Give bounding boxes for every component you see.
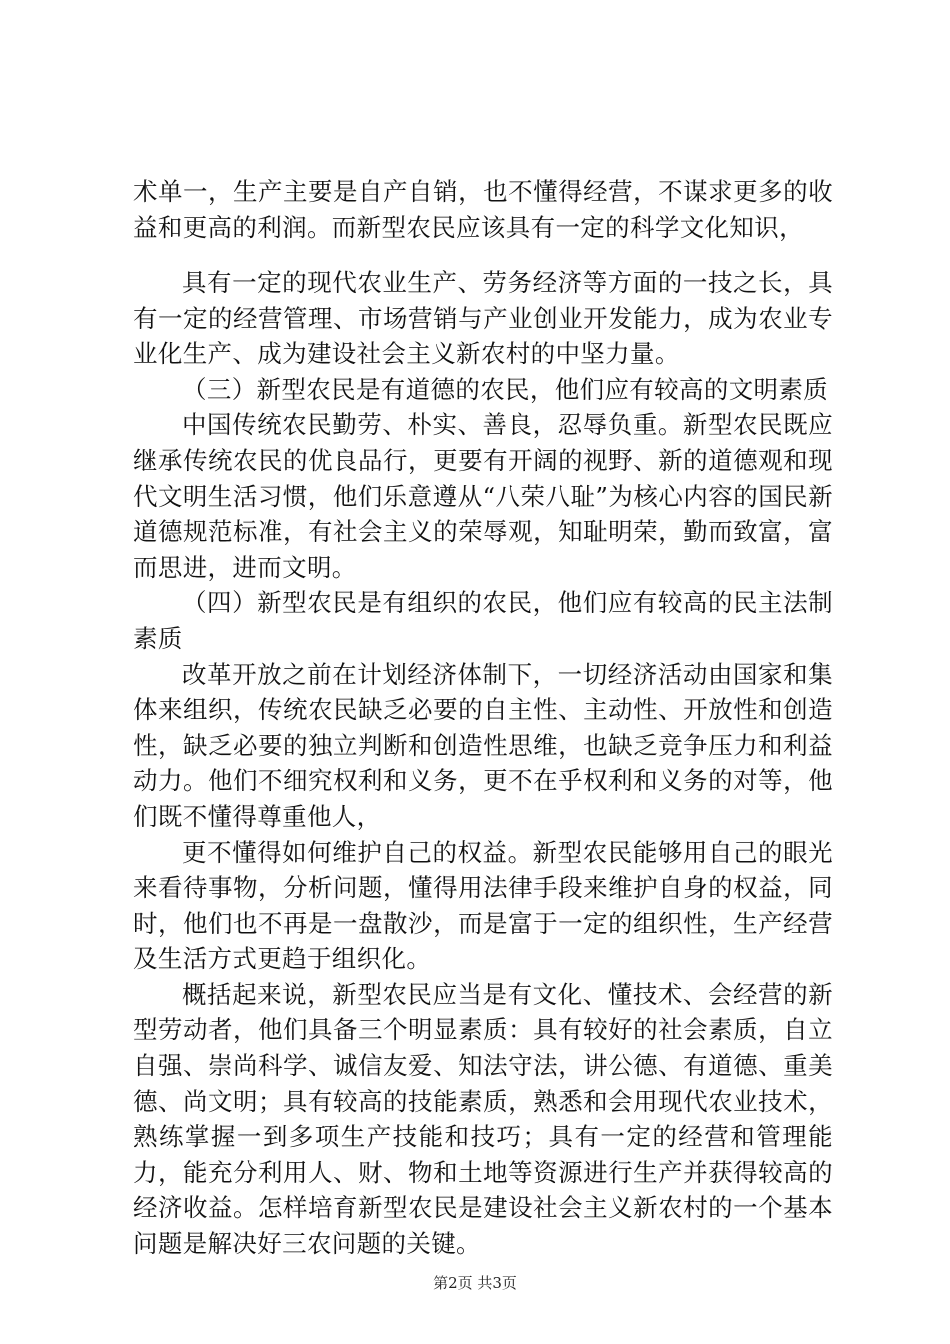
continuation-block	[133, 174, 833, 245]
paragraph-skills: 具有一定的现代农业生产、劳务经济等方面的一技之长，具有一定的经营管理、市场营销与产业创业开发能力，成为农业专业化生产、成为建设社会主义新农村的中坚力量。	[133, 268, 833, 369]
page-footer: 第2页 共3页	[433, 1274, 517, 1292]
paragraph-summary: 概括起来说，新型农民应当是有文化、懂技术、会经营的新型劳动者，他们具备三个明显素质：具有较好的社会素质，自立自强、崇尚科学、诚信友爱、知法守法，讲公德、有道德、重美德、尚文明；具有较高的技能素质，熟悉和会用现代农业技术，熟练掌握一到多项生产技能和技巧；具有一定的经营和管理能力，能充分利用人、财、物和土地等资源进行生产并获得较高的经济收益。怎样培育新型农民是建设社会主义新农村的一个基本问题是解决好三农问题的关键。	[133, 979, 833, 1259]
paragraph-organization-1: 改革开放之前在计划经济体制下，一切经济活动由国家和集体来组织，传统农民缺乏必要的自主性、主动性、开放性和创造性，缺乏必要的独立判断和创造性思维，也缺乏竞争压力和利益动力。他们不细究权利和义务，更不在乎权利和义务的对等，他们既不懂得尊重他人，	[133, 659, 833, 831]
body-text	[133, 265, 833, 1262]
heading-section-3: （三）新型农民是有道德的农民，他们应有较高的文明素质	[182, 374, 829, 404]
heading-section-4: （四）新型农民是有组织的农民，他们应有较高的民主法制素质	[133, 588, 833, 653]
continuation-paragraph: 术单一，生产主要是自产自销，也不懂得经营，不谋求更多的收益和更高的利润。而新型农民应该具有一定的科学文化知识，	[133, 177, 833, 242]
paragraph-morality: 中国传统农民勤劳、朴实、善良，忍辱负重。新型农民既应继承传统农民的优良品行，更要有开阔的视野、新的道德观和现代文明生活习惯，他们乐意遵从“八荣八耻”为核心内容的国民新道德规范标准，有社会主义的荣辱观，知耻明荣，勤而致富，富而思进，进而文明。	[133, 410, 833, 582]
paragraph-organization-2: 更不懂得如何维护自己的权益。新型农民能够用自己的眼光来看待事物，分析问题，懂得用法律手段来维护自身的权益，同时，他们也不再是一盘散沙，而是富于一定的组织性，生产经营及生活方式更趋于组织化。	[133, 837, 833, 974]
